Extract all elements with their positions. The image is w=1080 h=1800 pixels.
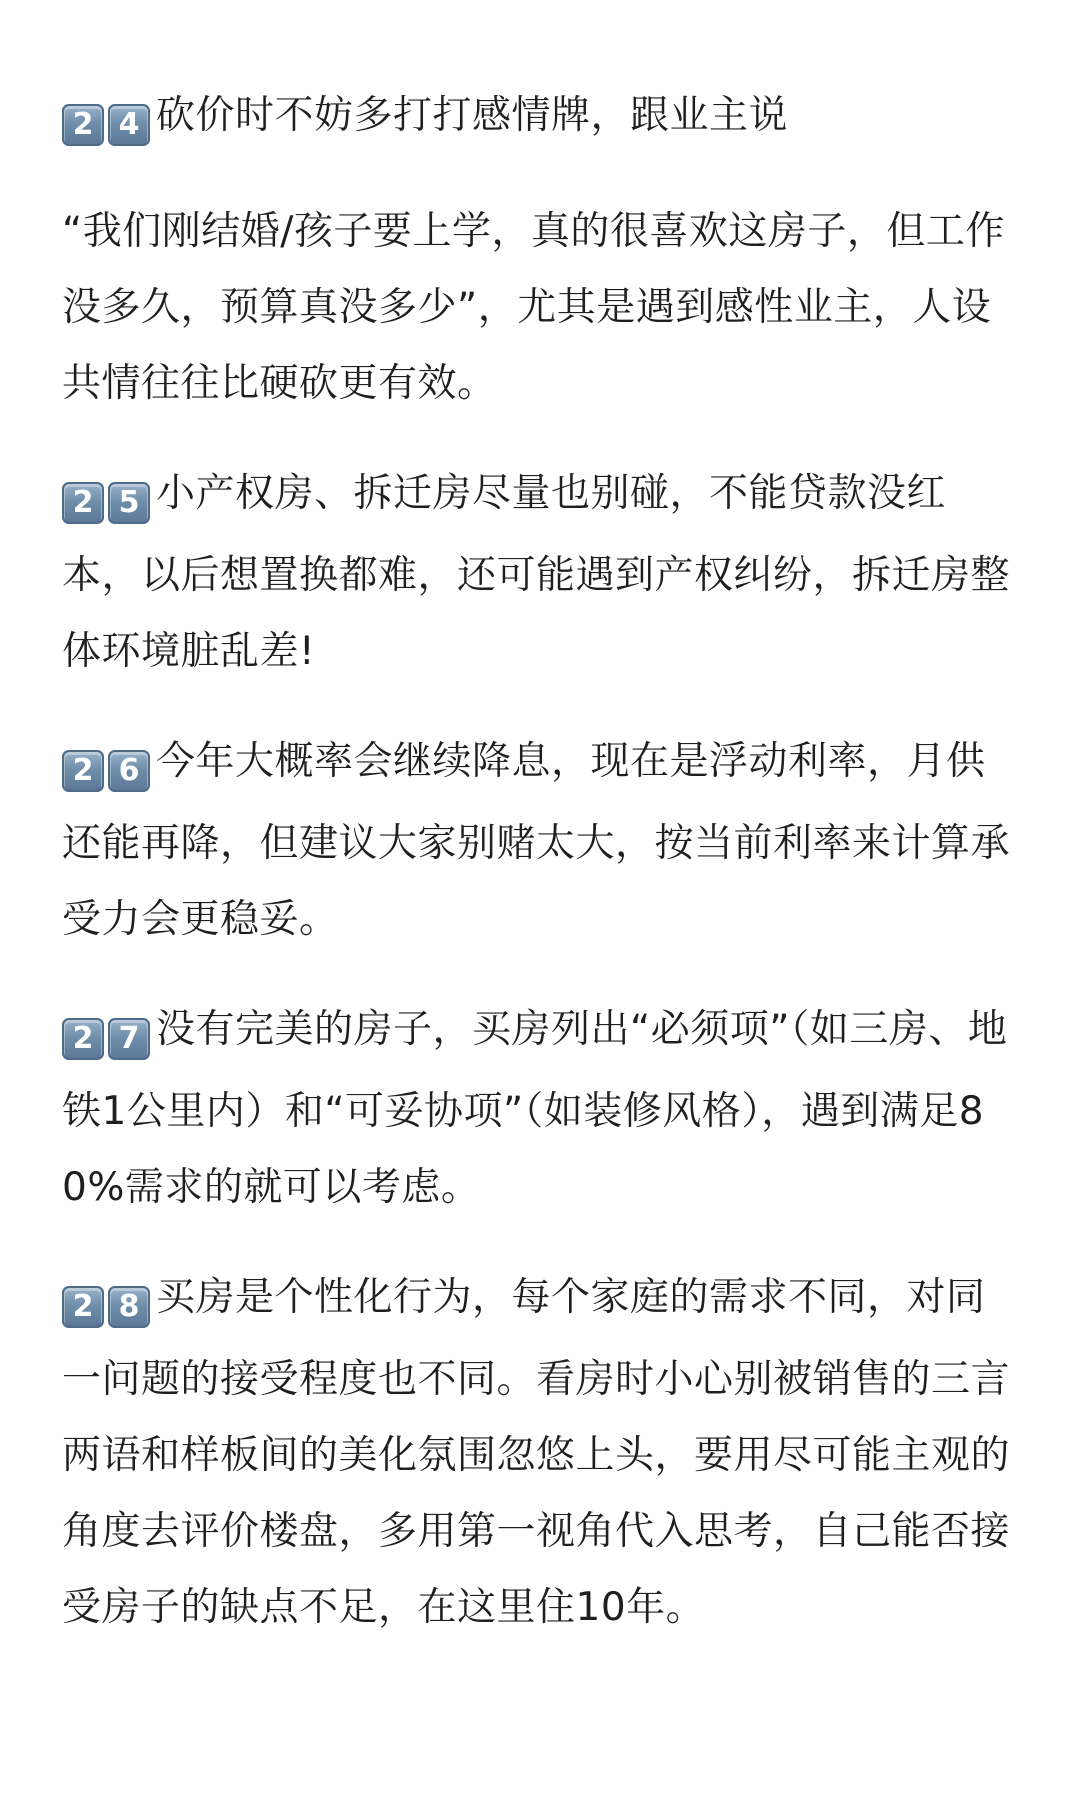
digit-keycap-icon: 2 <box>62 104 104 146</box>
digit-keycap-icon: 5 <box>108 482 150 524</box>
digit-keycap-icon: 8 <box>108 1286 150 1328</box>
digit-keycap-icon: 6 <box>108 750 150 792</box>
tip-24-quote <box>62 194 1024 422</box>
number-badges <box>62 1266 150 1342</box>
tip-28 <box>62 1260 1024 1646</box>
tip-text: 小产权房、拆迁房尽量也别碰，不能贷款没红本，以后想置换都难，还可能遇到产权纠纷，拆迁房整体环境脏乱差! <box>62 471 1011 674</box>
digit-keycap-icon: 4 <box>108 104 150 146</box>
tip-26 <box>62 724 1024 958</box>
digit-keycap-icon: 2 <box>62 482 104 524</box>
digit-keycap-icon: 2 <box>62 1286 104 1328</box>
tip-text: “我们刚结婚/孩子要上学，真的很喜欢这房子，但工作没多久，预算真没多少”，尤其是遇到感性业主，人设共情往往比硬砍更有效。 <box>62 209 1005 406</box>
digit-keycap-icon: 7 <box>108 1018 150 1060</box>
number-badges <box>62 84 150 160</box>
number-badges <box>62 998 150 1074</box>
tip-27 <box>62 992 1024 1226</box>
tip-25 <box>62 456 1024 690</box>
number-badges <box>62 730 150 806</box>
number-badges <box>62 462 150 538</box>
tip-24-heading <box>62 78 1024 160</box>
digit-keycap-icon: 2 <box>62 750 104 792</box>
digit-keycap-icon: 2 <box>62 1018 104 1060</box>
tip-text: 今年大概率会继续降息，现在是浮动利率，月供还能再降，但建议大家别赌太大，按当前利率来计算承受力会更稳妥。 <box>62 739 1011 942</box>
tip-text: 没有完美的房子，买房列出“必须项”（如三房、地铁1公里内）和“可妥协项”（如装修风格），遇到满足80%需求的就可以考虑。 <box>62 1007 1008 1210</box>
tip-text: 砍价时不妨多打打感情牌，跟业主说 <box>156 93 789 138</box>
tip-text: 买房是个性化行为，每个家庭的需求不同，对同一问题的接受程度也不同。看房时小心别被销售的三言两语和样板间的美化氛围忽悠上头，要用尽可能主观的角度去评价楼盘，多用第一视角代入思考，自己能否接受房子的缺点不足，在这里住10年。 <box>62 1275 1011 1630</box>
